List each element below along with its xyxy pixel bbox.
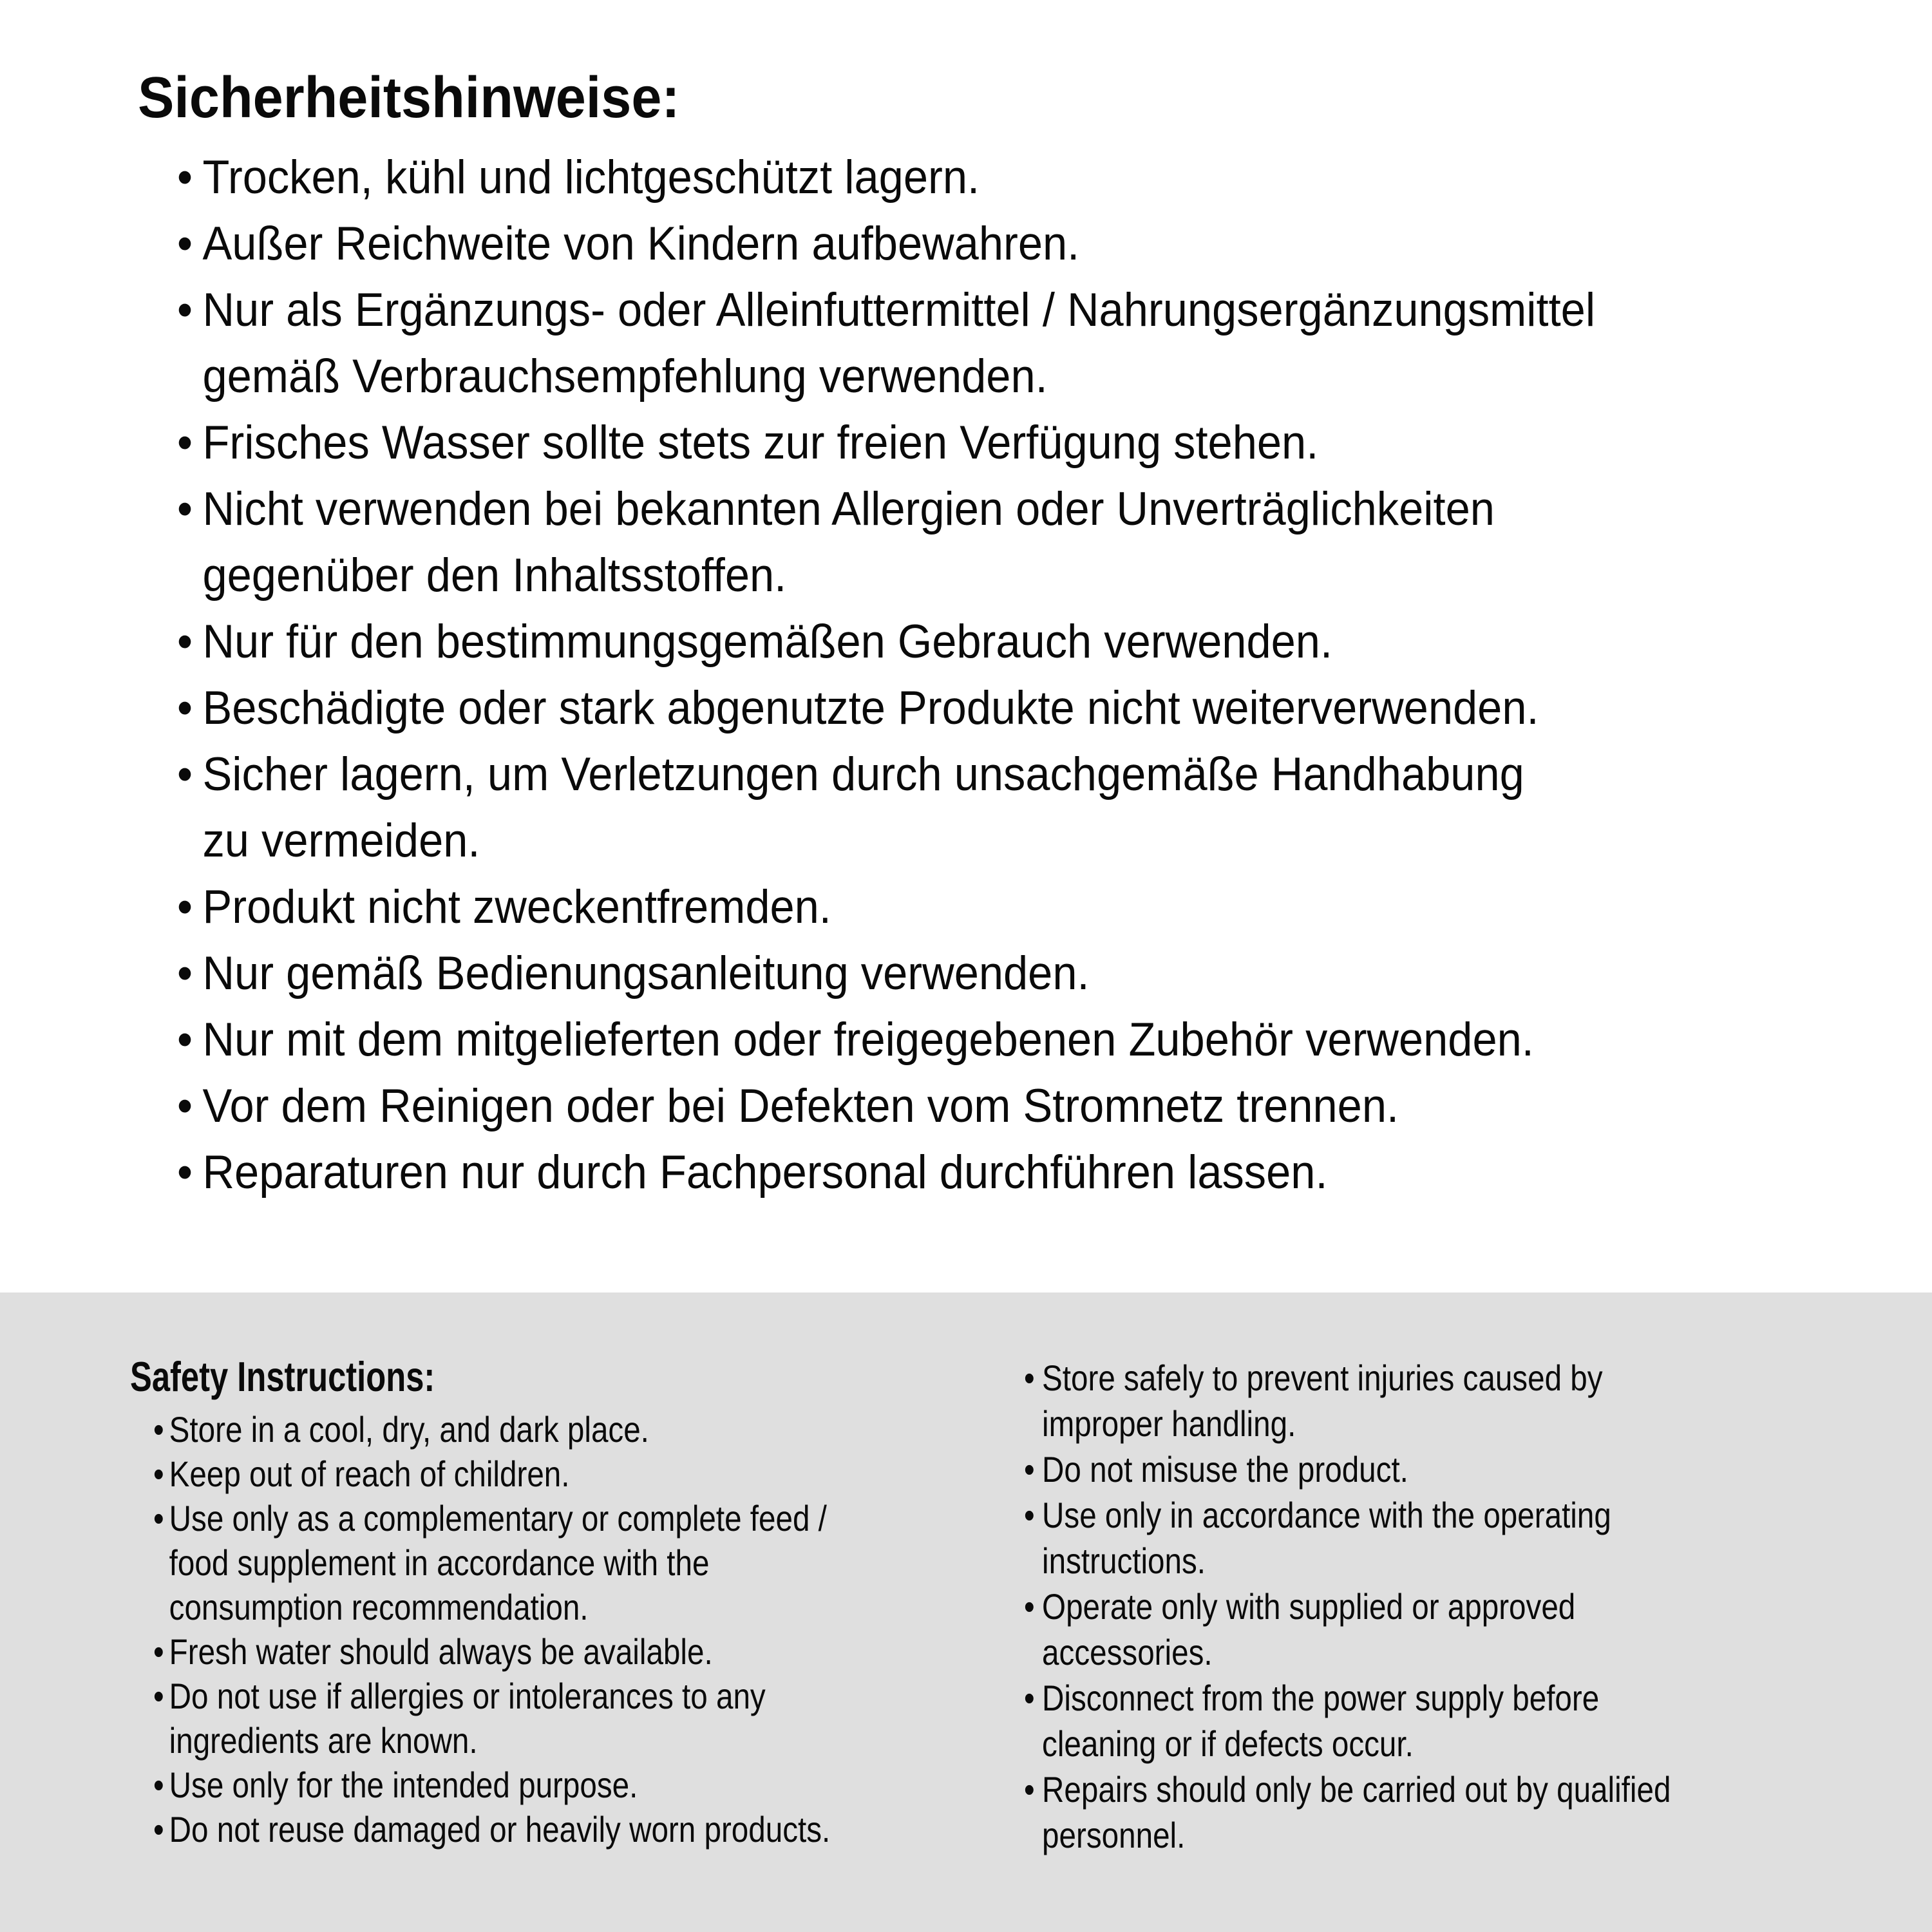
list-item-line-bulleted: • Produkt nicht zweckentfremden. [177, 874, 1595, 940]
list-item-line-bulleted: • Use only for the intended purpose. [153, 1763, 830, 1807]
list-item-line-bulleted: • Nur als Ergänzungs- oder Alleinfuttermittel / Nahrungsergänzungsmittel [177, 277, 1595, 343]
list-item-line-continuation: gemäß Verbrauchsempfehlung verwenden. [202, 350, 1048, 402]
list-item-line-bulleted: • Repairs should only be carried out by qualified [1024, 1766, 1671, 1812]
english-heading: Safety Instructions: [130, 1353, 435, 1400]
list-item-line-continuation: gegenüber den Inhaltsstoffen. [202, 549, 787, 601]
list-item-line-bulleted: • Store safely to prevent injuries caused by [1024, 1355, 1671, 1401]
list-item-line-bulleted: • Do not reuse damaged or heavily worn products. [153, 1807, 830, 1852]
list-item-line-bulleted: • Disconnect from the power supply before [1024, 1675, 1671, 1721]
list-item-line-continuation: ingredients are known. [169, 1720, 478, 1761]
list-item-line-bulleted: • Keep out of reach of children. [153, 1452, 830, 1496]
list-item-line-bulleted: • Operate only with supplied or approved [1024, 1584, 1671, 1629]
list-item-line-bulleted: • Do not use if allergies or intolerances to any [153, 1674, 830, 1718]
list-item-line-bulleted: • Store in a cool, dry, and dark place. [153, 1407, 830, 1452]
english-right-column-list [1024, 1355, 1671, 1858]
list-item-line-continuation: zu vermeiden. [202, 815, 480, 867]
list-item-line-bulleted: • Nicht verwenden bei bekannten Allergien oder Unverträglichkeiten [177, 476, 1595, 542]
list-item-line-bulleted: • Sicher lagern, um Verletzungen durch unsachgemäße Handhabung [177, 741, 1595, 808]
english-section [0, 1293, 1932, 1932]
list-item-line-bulleted: • Use only as a complementary or complete feed / [153, 1496, 830, 1540]
list-item-line-continuation: cleaning or if defects occur. [1042, 1723, 1414, 1764]
list-item-line-bulleted: • Nur mit dem mitgelieferten oder freigegebenen Zubehör verwenden. [177, 1007, 1595, 1073]
list-item-line-bulleted: • Fresh water should always be available. [153, 1629, 830, 1674]
german-heading: Sicherheitshinweise: [138, 66, 680, 130]
list-item-line-continuation: consumption recommendation. [169, 1587, 589, 1627]
list-item-line-bulleted: • Do not misuse the product. [1024, 1446, 1671, 1492]
list-item-line-continuation: food supplement in accordance with the [169, 1542, 710, 1583]
german-instructions-list [177, 144, 1595, 1206]
list-item-line-continuation: accessories. [1042, 1632, 1213, 1672]
list-item-line-continuation: instructions. [1042, 1540, 1206, 1581]
list-item-line-continuation: improper handling. [1042, 1403, 1296, 1444]
list-item-line-bulleted: • Beschädigte oder stark abgenutzte Produkte nicht weiterverwenden. [177, 675, 1595, 741]
list-item-line-continuation: personnel. [1042, 1815, 1186, 1855]
list-item-line-bulleted: • Nur gemäß Bedienungsanleitung verwenden. [177, 940, 1595, 1007]
english-left-column-list [153, 1407, 830, 1852]
list-item-line-bulleted: • Außer Reichweite von Kindern aufbewahren. [177, 211, 1595, 277]
list-item-line-bulleted: • Nur für den bestimmungsgemäßen Gebrauch verwenden. [177, 609, 1595, 675]
list-item-line-bulleted: • Reparaturen nur durch Fachpersonal durchführen lassen. [177, 1139, 1595, 1206]
list-item-line-bulleted: • Use only in accordance with the operating [1024, 1492, 1671, 1538]
list-item-line-bulleted: • Frisches Wasser sollte stets zur freien Verfügung stehen. [177, 410, 1595, 476]
list-item-line-bulleted: • Trocken, kühl und lichtgeschützt lagern. [177, 144, 1595, 211]
list-item-line-bulleted: • Vor dem Reinigen oder bei Defekten vom Stromnetz trennen. [177, 1073, 1595, 1139]
